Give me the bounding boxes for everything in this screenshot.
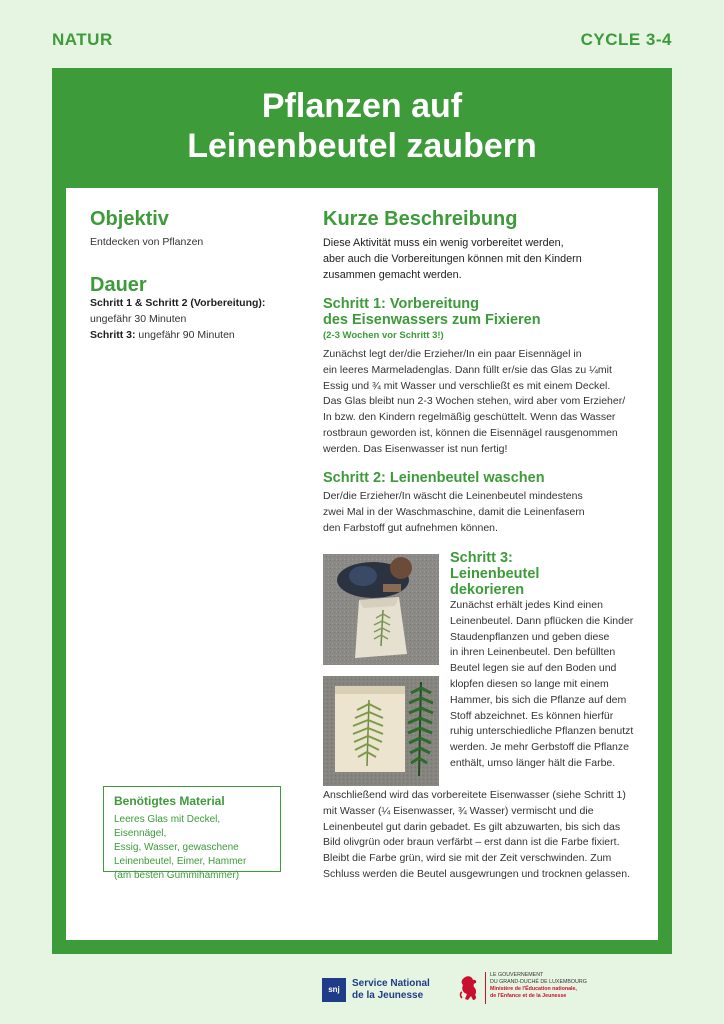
schritt3-line: Beutel legen sie auf den Boden und [450, 662, 617, 675]
ministry-line: LE GOUVERNEMENT [490, 972, 544, 978]
schritt1-line: rostbraun geworden ist, können die Eisennägel rausgenommen [323, 426, 618, 439]
ministry-text [490, 972, 587, 1000]
ministry-line: Ministère de l'Éducation nationale, [490, 986, 577, 992]
schritt3-line: ruhig unterschiedliche Pflanzen benutzt [450, 725, 634, 738]
schritt2-line: den Farbstoff gut aufnehmen können. [323, 521, 498, 534]
material-line: (am besten Gummihammer) [114, 870, 240, 881]
intro-line: aber auch die Vorbereitungen können mit den Kindern [323, 253, 582, 265]
schritt1-line: Zunächst legt der/die Erzieher/In ein paar Eisennägel in [323, 348, 582, 360]
material-text [114, 813, 270, 883]
schritt1-note: (2-3 Wochen vor Schritt 3!) [323, 330, 444, 341]
dauer-step3-value: ungefähr 90 Minuten [135, 328, 235, 341]
closing-line: Bleibt die Farbe grün, wird sie mit der Zeit verschwinden. Zum [323, 852, 612, 865]
schritt3-line: Stoff abzeichnet. Es können hierfür [450, 709, 614, 722]
ministry-divider [485, 972, 486, 1004]
schritt1-text [323, 347, 625, 458]
schritt1-line: ein leeres Marmeladenglas. Dann füllt er/sie das Glas zu ¼mit [323, 363, 612, 376]
material-line: Leinenbeutel, Eimer, Hammer [114, 856, 247, 867]
snj-logo [322, 976, 452, 1006]
intro-line: zusammen gemacht werden. [323, 269, 462, 281]
beschreibung-heading: Kurze Beschreibung [323, 208, 518, 230]
green-frame [52, 68, 672, 954]
snj-name [352, 978, 430, 1002]
schritt1-heading-line: Schritt 1: Vorbereitung [323, 296, 480, 312]
schritt1-heading-line: des Eisenwassers zum Fixieren [323, 312, 541, 328]
snj-name-line: Service National [352, 978, 430, 989]
objektiv-heading: Objektiv [90, 208, 169, 230]
schritt2-line: Der/die Erzieher/In wäscht die Leinenbeutel mindestens [323, 490, 583, 502]
intro-line: Diese Aktivität muss ein wenig vorbereitet werden, [323, 237, 564, 249]
schritt2-heading: Schritt 2: Leinenbeutel waschen [323, 470, 545, 486]
schritt3-line: Leinenbeutel. Dann pflücken die Kinder [450, 614, 634, 627]
schritt3-line: enthält, umso länger hält die Farbe. [450, 756, 616, 769]
ministry-line: DU GRAND-DUCHÉ DE LUXEMBOURG [490, 979, 587, 985]
dauer-step12-value: ungefähr 30 Minuten [90, 312, 187, 325]
closing-line: Anschließend wird das vorbereitete Eisenwasser (siehe Schritt 1) [323, 789, 626, 801]
content-panel [66, 188, 658, 940]
snj-name-line: de la Jeunesse [352, 990, 424, 1001]
schritt3-heading-line: Schritt 3: [450, 550, 513, 566]
schritt3-line: in ihren Leinenbeutel. Den befüllten [450, 646, 616, 659]
schritt3-line: Hammer, bis sich die Pflanze auf dem [450, 693, 627, 706]
material-line: Essig, Wasser, gewaschene [114, 842, 239, 853]
closing-line: Schluss werden die Beutel ausgewrungen und trocknen gelassen. [323, 867, 631, 880]
schritt1-heading [323, 296, 541, 328]
closing-line: Bild olivgrün oder braun verfärbt – erst dann ist die Farbe fixiert. [323, 836, 620, 849]
closing-text [323, 788, 630, 883]
closing-line: mit Wasser (¼ Eisenwasser, ¾ Wasser) vermischt und die [323, 804, 594, 817]
material-heading: Benötigtes Material [114, 794, 225, 808]
ministry-logo [458, 972, 608, 1008]
schritt1-line: werden. Das Eisenwasser ist nun fertig! [323, 442, 508, 455]
schritt3-line: Zunächst erhält jedes Kind einen [450, 599, 603, 611]
schritt1-line: Essig und ¾ mit Wasser und verschließt es mit einem Deckel. [323, 379, 611, 392]
schritt1-line: In bzw. den Kindern regelmäßig geschüttelt. Wenn das Wasser [323, 411, 616, 424]
red-lion-icon [458, 974, 480, 1002]
photo-printed-bag [323, 676, 439, 786]
schritt3-line: Staudenpflanzen und geben diese [450, 630, 610, 643]
schritt1-line: Das Glas bleibt nun 2-3 Wochen stehen, wird aber vom Erzieher/ [323, 395, 626, 408]
closing-line: Leinenbeutel gut darin gebadet. Es gilt abzuwarten, bis sich das [323, 820, 621, 833]
cycle-label: CYCLE 3-4 [580, 30, 672, 49]
schritt3-heading [450, 550, 539, 598]
title-line-1: Pflanzen auf [261, 87, 463, 125]
schritt3-heading-line: dekorieren [450, 582, 525, 598]
photo-child-hammering [323, 554, 439, 665]
dauer-step3-label: Schritt 3: [90, 328, 136, 341]
schritt2-text [323, 489, 585, 536]
ministry-line: de l'Enfance et de la Jeunesse [490, 993, 567, 999]
title-line-2: Leinenbeutel zaubern [187, 127, 537, 165]
snj-logo-icon: snj [322, 978, 346, 1002]
schritt2-line: zwei Mal in der Waschmaschine, damit die Leinenfasern [323, 505, 585, 518]
schritt3-text [450, 598, 633, 772]
dauer-text [90, 296, 265, 343]
category-label: NATUR [52, 30, 113, 49]
schritt3-line: werden. Je mehr Gerbstoff die Pflanze [450, 741, 629, 754]
beschreibung-intro [323, 235, 582, 283]
material-box [103, 786, 281, 881]
dauer-heading: Dauer [90, 274, 147, 296]
schritt3-line: klopfen diesen so lange mit einem [450, 677, 609, 690]
objektiv-text: Entdecken von Pflanzen [90, 236, 204, 248]
schritt3-heading-line: Leinenbeutel [450, 566, 540, 582]
page-title [52, 86, 672, 166]
material-line: Leeres Glas mit Deckel, Eisennägel, [114, 814, 221, 839]
dauer-step12-label: Schritt 1 & Schritt 2 (Vorbereitung): [90, 297, 266, 309]
